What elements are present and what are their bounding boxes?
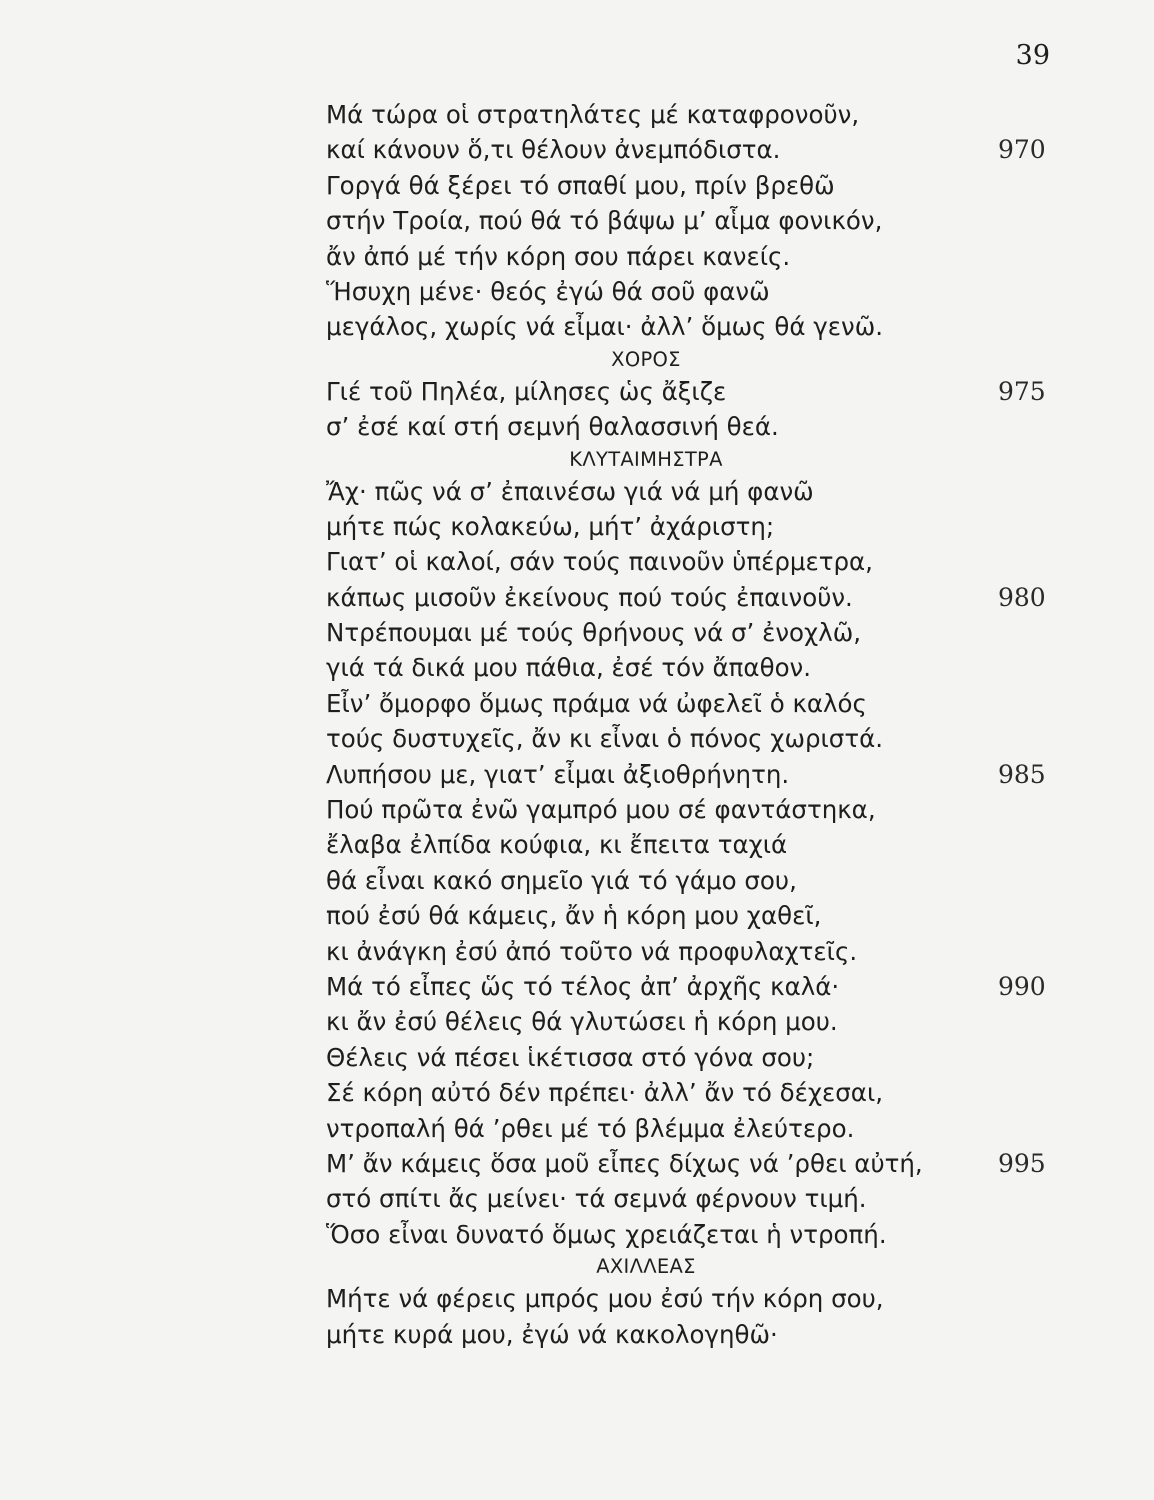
verse-text: ἄν ἀπό μέ τήν κόρη σου πάρει κανείς. [326, 241, 791, 271]
verse-line [326, 650, 1046, 685]
line-number: 995 [998, 1148, 1046, 1178]
verse-line [326, 1111, 1046, 1146]
verse-line [326, 1181, 1046, 1216]
verse-text: Μήτε νά φέρεις μπρός μου ἐσύ τήν κόρη σου, [326, 1284, 884, 1314]
verse-line [326, 309, 1046, 344]
verse-line [326, 274, 1046, 309]
verse-line [326, 409, 1046, 444]
verse-text: κι ἀνάγκη ἐσύ ἀπό τοῦτο νά προφυλαχτεῖς. [326, 936, 858, 966]
verse-line [326, 686, 1046, 721]
line-number: 990 [998, 971, 1046, 1001]
verse-text: Μά τώρα οἱ στρατηλάτες μέ καταφρονοῦν, [326, 100, 860, 129]
verse-text: Πού πρῶτα ἐνῶ γαμπρό μου σέ φαντάστηκα, [326, 795, 876, 825]
verse-line [326, 509, 1046, 544]
verse-line [326, 474, 1046, 509]
verse-text: θά εἶναι κακό σημεῖο γιά τό γάμο σου, [326, 865, 797, 895]
verse-text: Θέλεις νά πέσει ἱκέτισσα στό γόνα σου; [326, 1042, 815, 1072]
line-number: 980 [998, 582, 1046, 612]
verse-line [326, 168, 1046, 203]
speaker-name: ΧΟΡΟΣ [611, 347, 681, 371]
speaker-name: ΚΛΥΤΑΙΜΗΣΤΡΑ [569, 447, 723, 471]
verse-line [326, 969, 1046, 1004]
verse-text: Γοργά θά ξέρει τό σπαθί μου, πρίν βρεθῶ [326, 170, 835, 200]
verse-line [326, 792, 1046, 827]
verse-line [326, 757, 1046, 792]
verse-text: Σέ κόρη αὐτό δέν πρέπει· ἀλλ’ ἄν τό δέχεσαι, [326, 1078, 884, 1108]
verse-text: Ντρέπουμαι μέ τούς θρήνους νά σ’ ἐνοχλῶ, [326, 618, 861, 648]
speaker-heading [326, 445, 966, 474]
verse-text: Λυπήσου με, γιατ’ εἶμαι ἀξιοθρήνητη. [326, 759, 790, 789]
verse-text: πού ἐσύ θά κάμεις, ἄν ἡ κόρη μου χαθεῖ, [326, 901, 822, 931]
verse-line [326, 544, 1046, 579]
verse-text: στήν Τροία, πού θά τό βάψω μ’ αἷμα φονικόν, [326, 206, 883, 236]
verse-text: Μά τό εἶπες ὥς τό τέλος ἀπ’ ἀρχῆς καλά· [326, 971, 840, 1001]
verse-text: ντροπαλή θά ’ρθει μέ τό βλέμμα ἐλεύτερο. [326, 1113, 855, 1143]
verse-text: στό σπίτι ἄς μείνει· τά σεμνά φέρνουν τιμή. [326, 1184, 867, 1214]
verse-line [326, 1075, 1046, 1110]
verse-line [326, 132, 1046, 167]
line-number: 985 [998, 759, 1046, 789]
verse-line [326, 1040, 1046, 1075]
verse-text: Ὅσο εἶναι δυνατό ὅμως χρειάζεται ἡ ντροπή. [326, 1219, 887, 1249]
verse-text: μήτε κυρά μου, ἐγώ νά κακολογηθῶ· [326, 1319, 778, 1349]
verse-text: Εἶν’ ὄμορφο ὅμως πράμα νά ὠφελεῖ ὁ καλός [326, 688, 867, 718]
verse-line [326, 374, 1046, 409]
verse-text-block [326, 97, 1046, 1352]
verse-text: μεγάλος, χωρίς νά εἶμαι· ἀλλ’ ὅμως θά γενῶ. [326, 312, 884, 342]
verse-text: γιά τά δικά μου πάθια, ἐσέ τόν ἄπαθον. [326, 653, 812, 683]
verse-line [326, 1317, 1046, 1352]
verse-line [326, 721, 1046, 756]
line-number: 970 [998, 135, 1046, 165]
speaker-heading [326, 345, 966, 374]
verse-text: ἔλαβα ἐλπίδα κούφια, κι ἔπειτα ταχιά [326, 830, 788, 860]
verse-text: Μ’ ἄν κάμεις ὅσα μοῦ εἶπες δίχως νά ’ρθει αὐτή, [326, 1148, 923, 1178]
verse-line [326, 1146, 1046, 1181]
verse-text: τούς δυστυχεῖς, ἄν κι εἶναι ὁ πόνος χωριστά. [326, 724, 884, 754]
verse-line [326, 863, 1046, 898]
verse-text: Ἄχ· πῶς νά σ’ ἐπαινέσω γιά νά μή φανῶ [326, 476, 814, 506]
page-number: 39 [1015, 40, 1050, 71]
verse-text: σ’ ἐσέ καί στή σεμνή θαλασσινή θεά. [326, 412, 779, 442]
verse-text: μήτε πώς κολακεύω, μήτ’ ἀχάριστη; [326, 511, 775, 541]
verse-line [326, 934, 1046, 969]
verse-text: κι ἄν ἐσύ θέλεις θά γλυτώσει ἡ κόρη μου. [326, 1007, 838, 1037]
verse-line [326, 827, 1046, 862]
verse-line [326, 1004, 1046, 1039]
verse-line [326, 239, 1046, 274]
verse-line [326, 203, 1046, 238]
verse-text: καί κάνουν ὅ,τι θέλουν ἀνεμπόδιστα. [326, 135, 781, 165]
verse-text: Ἥσυχη μένε· θεός ἐγώ θά σοῦ φανῶ [326, 276, 770, 306]
verse-line [326, 898, 1046, 933]
speaker-name: ΑΧΙΛΛΕΑΣ [596, 1255, 696, 1279]
verse-line [326, 1217, 1046, 1252]
verse-text: Γιατ’ οἱ καλοί, σάν τούς παινοῦν ὑπέρμετρα, [326, 547, 873, 577]
verse-line [326, 615, 1046, 650]
verse-text: Γιέ τοῦ Πηλέα, μίλησες ὡς ἄξιζε [326, 376, 727, 406]
verse-text: κάπως μισοῦν ἐκείνους πού τούς ἐπαινοῦν. [326, 582, 853, 612]
verse-line [326, 97, 1046, 132]
speaker-heading [326, 1252, 966, 1281]
line-number: 975 [998, 376, 1046, 406]
verse-line [326, 580, 1046, 615]
verse-line [326, 1281, 1046, 1316]
